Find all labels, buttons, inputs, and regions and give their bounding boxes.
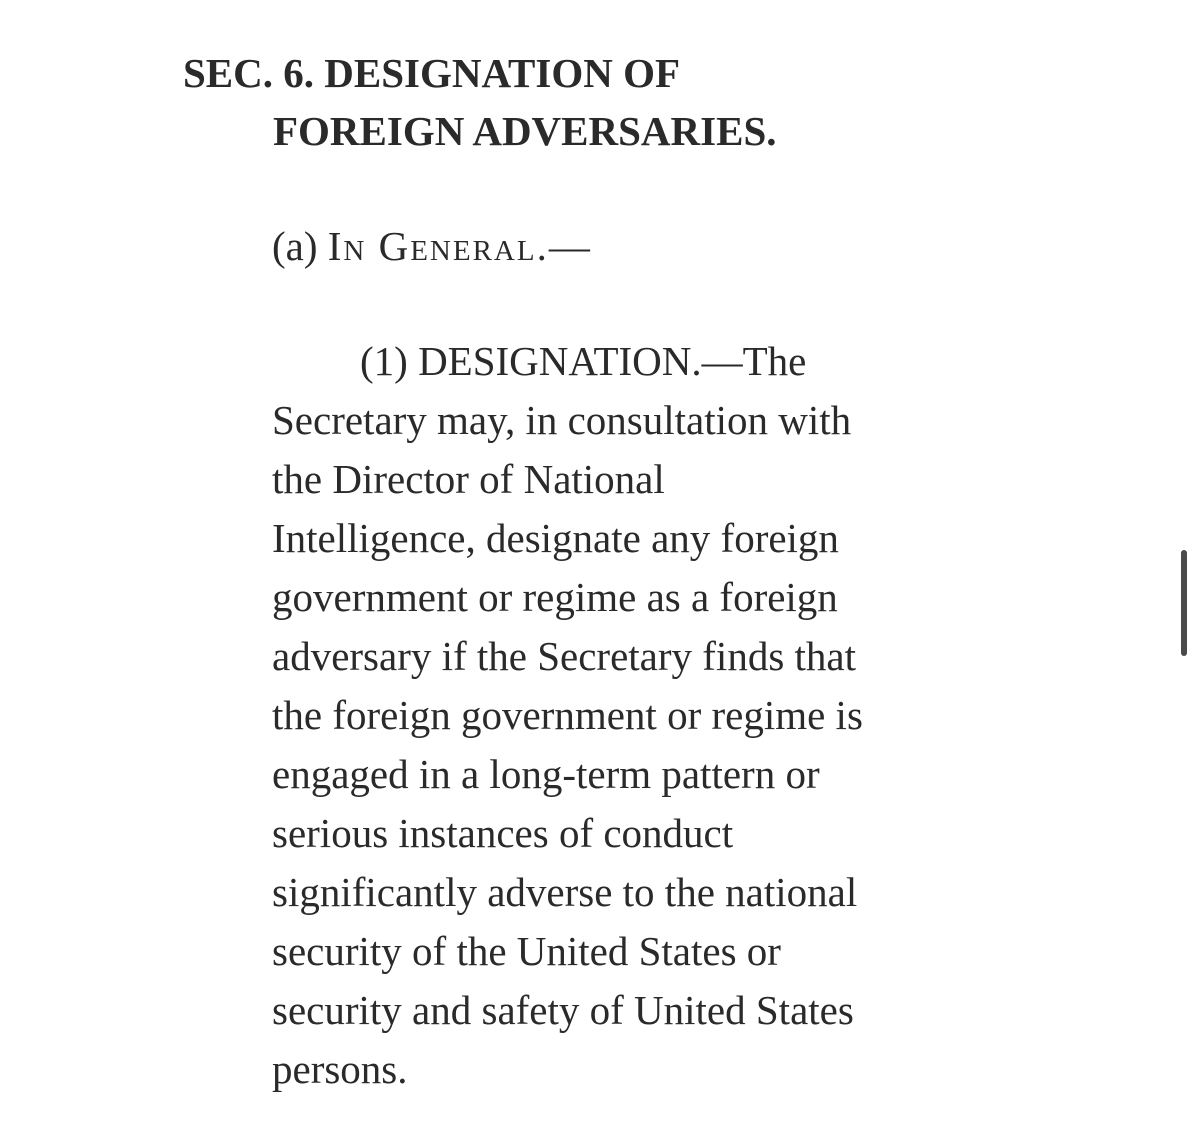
- section-heading: [183, 44, 943, 160]
- paragraph-text-line: Intelligence, designate any foreign: [272, 515, 839, 561]
- paragraph-text-line: significantly adverse to the national: [272, 869, 858, 915]
- paragraph-label: (1): [360, 338, 408, 384]
- subsection-heading: [272, 217, 592, 275]
- paragraph-text-line: persons.: [272, 1046, 408, 1092]
- paragraph-text-line: Secretary may, in consultation with: [272, 397, 852, 443]
- paragraph-text-line: serious instances of conduct: [272, 810, 734, 856]
- paragraph-text-line: The: [742, 338, 807, 384]
- vertical-scrollbar[interactable]: [1178, 550, 1190, 660]
- subsection-label: (a): [272, 223, 318, 269]
- paragraph-text-line: adversary if the Secretary finds that: [272, 633, 857, 679]
- section-heading-line-2: FOREIGN ADVERSARIES.: [273, 108, 777, 154]
- paragraph-text-line: security and safety of United States: [272, 987, 854, 1033]
- section-heading-line-1: SEC. 6. DESIGNATION OF: [183, 50, 681, 96]
- paragraph-text-line: the Director of National: [272, 456, 665, 502]
- paragraph-text-line: engaged in a long-term pattern or: [272, 751, 820, 797]
- paragraph-text-line: the foreign government or regime is: [272, 692, 863, 738]
- scrollbar-thumb[interactable]: [1181, 550, 1187, 656]
- paragraph-text-line: government or regime as a foreign: [272, 574, 838, 620]
- paragraph-text-line: security of the United States or: [272, 928, 781, 974]
- paragraph-title: DESIGNATION.—: [418, 338, 743, 384]
- subsection-title: In General.—: [327, 223, 592, 269]
- paragraph-first-line: [272, 332, 952, 391]
- paragraph-designation: [272, 332, 952, 1099]
